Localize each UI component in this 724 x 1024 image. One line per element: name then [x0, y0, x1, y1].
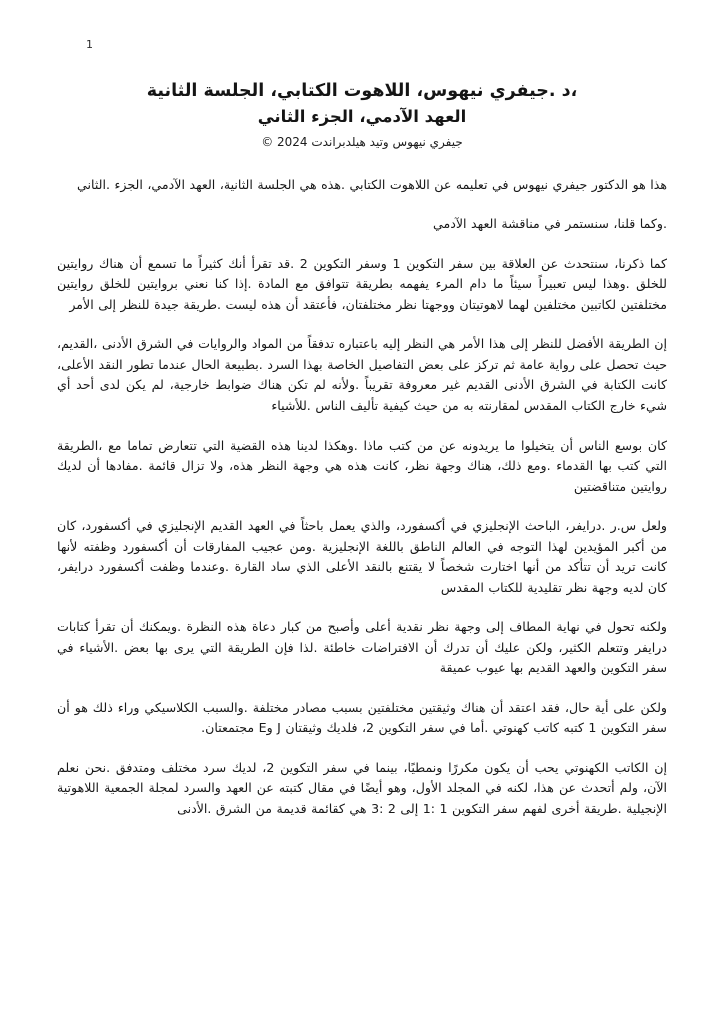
- paragraph-6: ولعل س.ر .درايفر، الباحث الإنجليزي في أكسفورد، والذي يعمل باحثاً في العهد القديم الإنجليزي في أكسفورد، كان من أكبر المؤيدين لهذا التوجه في العالم الناطق باللغة الإنجليزية .ومن عجيب المفارقات أن أكسفورد وظفته لأنها كانت تريد أن تتأكد من أنها اختارت شخصاً لا يقتنع بالنقد الأعلى الذي ساد القارة .وعندما وظفت أكسفورد درايفر، كان لديه وجهة نظر تقليدية للكتاب المقدس: [57, 518, 667, 595]
- paragraph-4: إن الطريقة الأفضل للنظر إلى هذا الأمر هي النظر إليه باعتباره تدفقاً من المواد والروايات في الشرق الأدنى ،القديم، حيث تحصل على رواية عامة ثم تركز على بعض التفاصيل الخاصة بهذا السرد .بطبيعة الحال عندما تطور النقد الأعلى، كانت الكتابة في الشرق الأدنى القديم غير معروفة تقريباً .ولأنه لم تكن هناك ضوابط خارجية، لم يكن لدى أحد أي شيء خارج الكتاب المقدس لمقارنته به من حيث كيفية تأليف الناس .للأشياء: [57, 336, 667, 413]
- paragraph-7: ولكنه تحول في نهاية المطاف إلى وجهة نظر نقدية أعلى وأصبح من كبار دعاة هذه النظرة .ويمكنك أن تقرأ كتابات درايفر وتتعلم الكثير، ولكن عليك أن تدرك أن الافتراضات خاطئة .لذا فإن الطريقة التي يرى بها بعض .الأشياء في سفر التكوين والعهد القديم بها عيوب عميقة: [57, 619, 667, 676]
- paragraph-3: كما ذكرنا، سنتحدث عن العلاقة بين سفر التكوين 1 وسفر التكوين 2 .قد تقرأ أنك كثيراً ما تسمع أن هناك روايتين للخلق .وهذا ليس تعبيراً سيئاً ما دام المرء يفهمه بطريقة تتوافق مع المادة .إذا كنا نعني بروايتين للخلق روايتين مختلفتين لكاتبين مختلفين لهما لاهوتيتان ووجهتا نظر مختلفتان، فأعتقد أن هذه ليست .طريقة جيدة للنظر إلى الأمر: [57, 255, 668, 312]
- document-header: [57, 78, 667, 149]
- copyright-byline: جيفري نيهوس وتيد هيلدبراندت 2024 ©: [261, 134, 463, 149]
- document-title-line1: ،د .جيفري نيهوس، اللاهوت الكتابي، الجلسة الثانية: [146, 81, 578, 101]
- paragraph-1: هذا هو الدكتور جيفري نيهوس في تعليمه عن اللاهوت الكتابي .هذه هي الجلسة الثانية، العهد الآدمي، الجزء .الثاني: [77, 176, 667, 192]
- document-body: [57, 175, 667, 819]
- paragraph-9: إن الكاتب الكهنوتي يحب أن يكون مكررًا ونمطيًا، بينما في سفر التكوين 2، لديك سرد مختلف ومتدفق .نحن نعلم الآن، ولم أتحدث عن هذا، لكنه في المجلد الأول، وهو أيضًا في مقال كتبته عن العهد والسرد لمجلة الجمعية اللاهوتية الإنجيلية .طريقة أخرى لفهم سفر التكوين 1 :1 إلى 2 :3 هي كقائمة قديمة من الشرق .الأدنى: [57, 759, 667, 816]
- paragraph-2: .وكما قلنا، سنستمر في مناقشة العهد الآدمي: [433, 216, 667, 232]
- paragraph-8: ولكن على أية حال، فقد اعتقد أن هناك وثيقتين مختلفتين بسبب مصادر مختلفة .والسبب الكلاسيكي وراء ذلك هو أن سفر التكوين 1 كتبه كاتب كهنوتي .أما في سفر التكوين 2، فلديك وثيقتان J وE مجتمعتان.: [57, 699, 667, 736]
- paragraph-5: كان بوسع الناس أن يتخيلوا ما يريدونه عن من كتب ماذا .وهكذا لدينا هذه القضية التي تتعارض تماما مع ،الطريقة التي كتب بها القدماء .ومع ذلك، هناك وجهة نظر، كانت هذه هي وجهة النظر هذه، ولا تزال قائمة .مفادها أن لديك روايتين متناقضتين: [57, 437, 667, 494]
- page-number: 1: [86, 38, 93, 51]
- document-title-line2: العهد الآدمي، الجزء الثاني: [257, 107, 467, 127]
